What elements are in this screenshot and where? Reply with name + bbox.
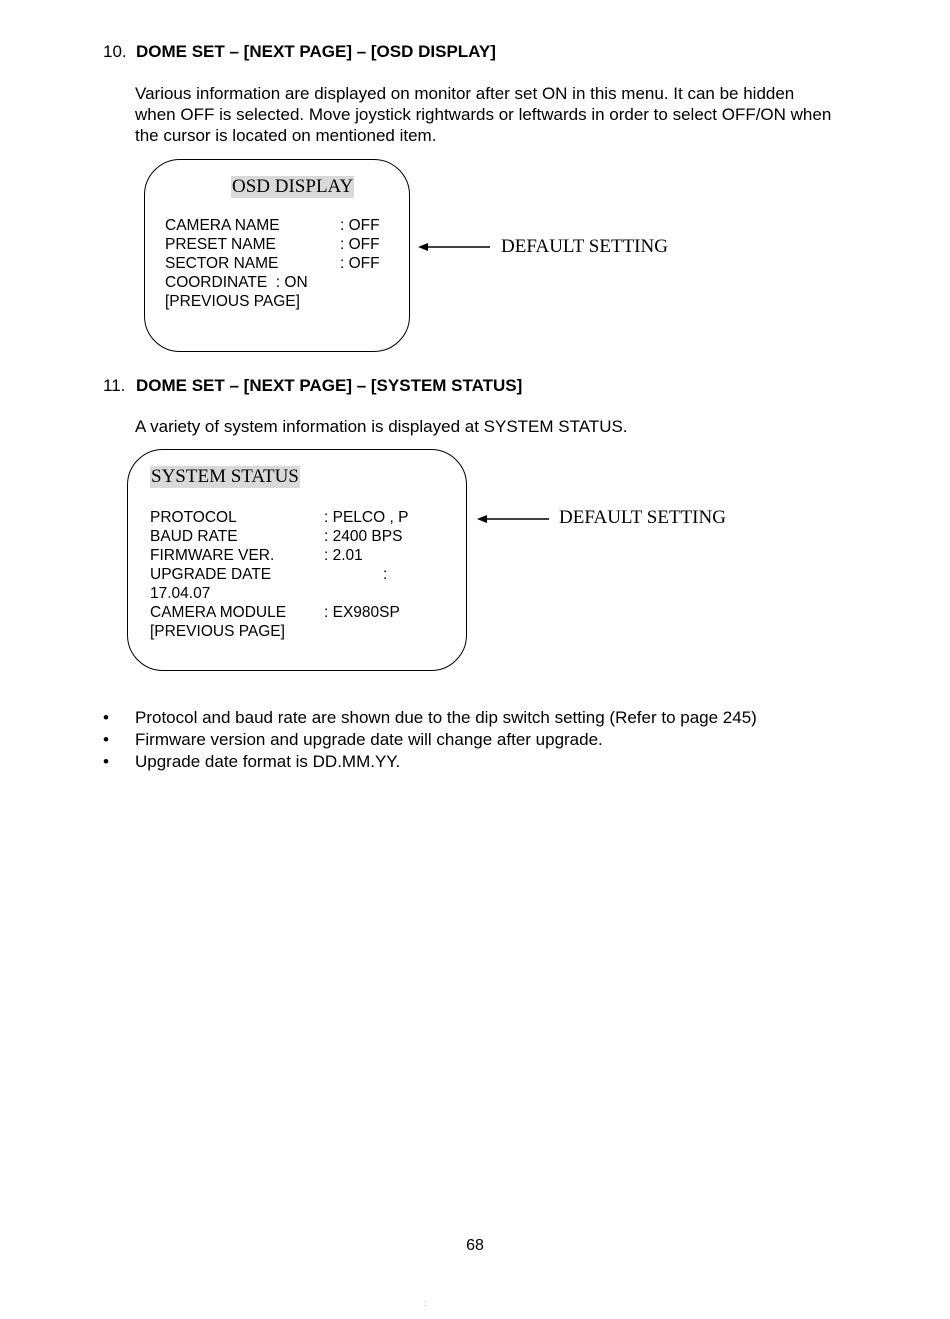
section-11-description: A variety of system information is displayed at SYSTEM STATUS. <box>135 417 628 436</box>
paragraph-line: the cursor is located on mentioned item. <box>135 126 437 145</box>
left-arrow-icon <box>418 240 492 254</box>
menu-title: OSD DISPLAY <box>232 176 354 197</box>
section-title: DOME SET – [NEXT PAGE] – [OSD DISPLAY] <box>136 42 496 61</box>
section-number: 10. <box>103 42 127 61</box>
menu-item-preset-name: PRESET NAME : OFF <box>165 236 380 253</box>
section-number: 11. <box>103 376 126 395</box>
menu-item-upgrade-date-value: 17.04.07 <box>150 585 211 602</box>
left-arrow-icon <box>477 512 551 526</box>
menu-item-sector-name: SECTOR NAME : OFF <box>165 255 380 272</box>
section-11-heading <box>103 376 863 398</box>
osd-display-menu <box>144 159 410 352</box>
section-10-description <box>135 83 895 146</box>
menu-item-coordinate: COORDINATE : ON <box>165 274 308 291</box>
footer-mark: : <box>424 1299 427 1308</box>
menu-title: SYSTEM STATUS <box>151 466 299 487</box>
menu-item-baud-rate: BAUD RATE : 2400 BPS <box>150 528 403 545</box>
section-title: DOME SET – [NEXT PAGE] – [SYSTEM STATUS] <box>136 376 523 395</box>
section-10-heading <box>103 42 863 64</box>
default-setting-label: DEFAULT SETTING <box>501 236 668 257</box>
list-item: • Protocol and baud rate are shown due to the dip switch setting (Refer to page 245) <box>103 708 757 727</box>
paragraph-line: Various information are displayed on monitor after set ON in this menu. It can be hidden <box>135 84 795 103</box>
menu-item-camera-name: CAMERA NAME : OFF <box>165 217 380 234</box>
default-setting-label: DEFAULT SETTING <box>559 507 726 528</box>
bullet-icon: • <box>103 752 109 771</box>
menu-item-previous-page: [PREVIOUS PAGE] <box>165 293 300 310</box>
menu-item-protocol: PROTOCOL : PELCO , P <box>150 509 409 526</box>
paragraph-line: when OFF is selected. Move joystick rightwards or leftwards in order to select OFF/ON when <box>135 105 832 124</box>
notes-list <box>103 707 883 773</box>
menu-item-previous-page: [PREVIOUS PAGE] <box>150 623 285 640</box>
menu-item-upgrade-date: UPGRADE DATE : <box>150 566 388 583</box>
bullet-icon: • <box>103 730 109 749</box>
page-number: 68 <box>466 1237 484 1254</box>
bullet-icon: • <box>103 708 109 727</box>
menu-item-firmware-ver: FIRMWARE VER. : 2.01 <box>150 547 363 564</box>
list-item: • Upgrade date format is DD.MM.YY. <box>103 752 401 771</box>
menu-item-camera-module: CAMERA MODULE : EX980SP <box>150 604 400 621</box>
system-status-menu <box>127 449 467 671</box>
list-item: • Firmware version and upgrade date will change after upgrade. <box>103 730 603 749</box>
